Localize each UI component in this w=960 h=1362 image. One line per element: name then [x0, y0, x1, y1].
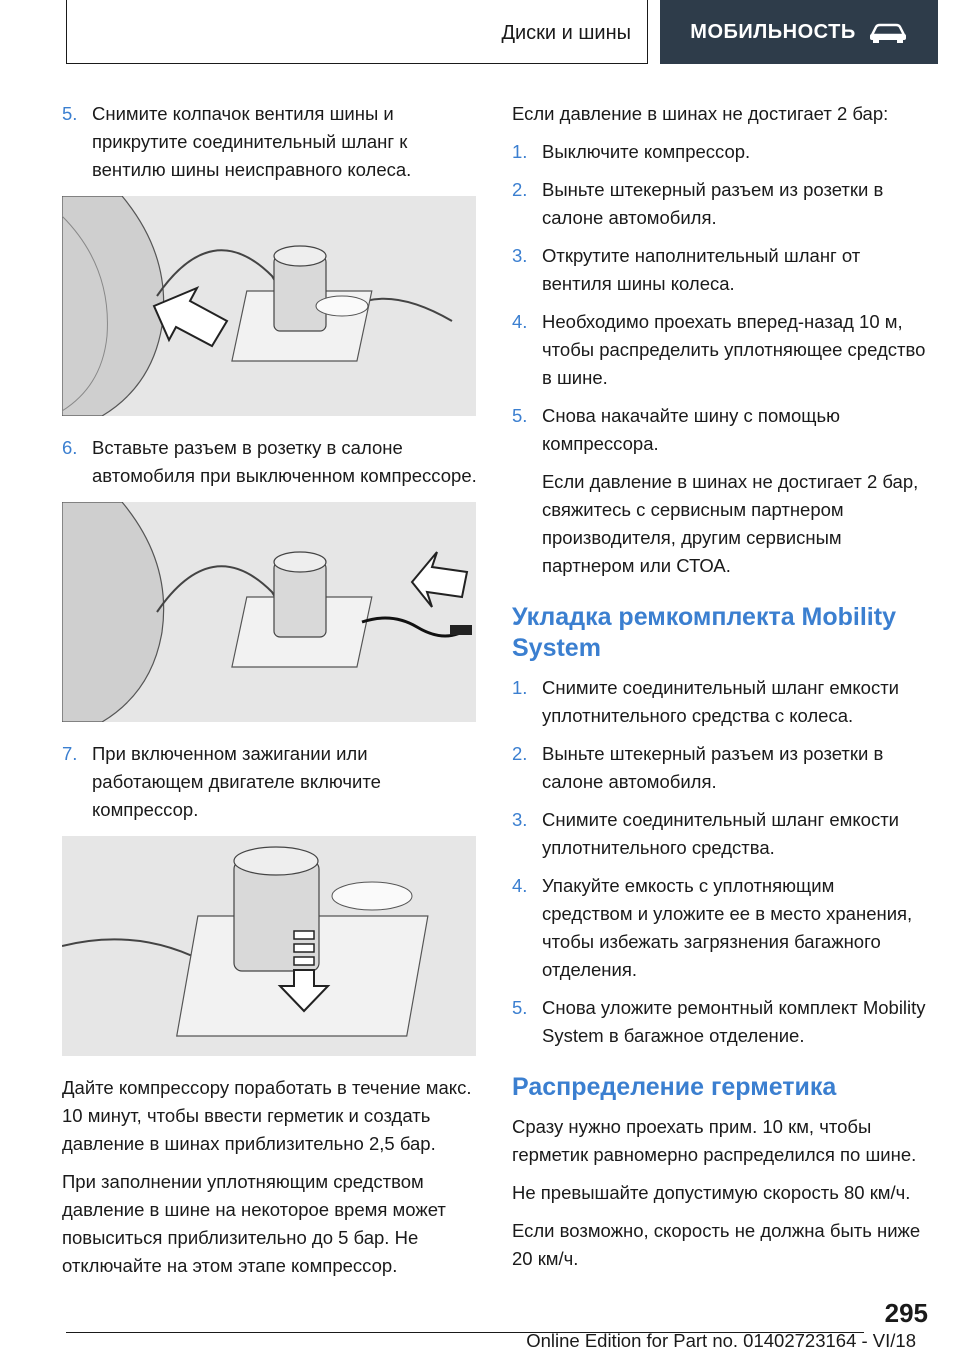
step-a-5	[512, 402, 928, 458]
step-number: 1.	[512, 141, 528, 162]
heading-distribution: Распределение герметика	[512, 1073, 837, 1101]
paragraph-speed-min: Если возможно, скорость не должна быть ниже 20 км/ч.	[512, 1220, 921, 1269]
header-section-title: Диски и шины	[501, 22, 631, 44]
right-column	[512, 100, 928, 1283]
step-text: Снова уложите ремонтный комплект Mobility System в багажное отделение.	[542, 997, 926, 1046]
step-text: Вставьте разъем в розетку в салоне автомобиля при выключенном компрессоре.	[92, 437, 477, 486]
step-a-2	[512, 176, 928, 232]
step-number: 6.	[62, 437, 78, 458]
step-a-4	[512, 308, 928, 392]
page-number: 295	[884, 1298, 928, 1328]
step-a-1	[512, 138, 928, 166]
figure-hose-to-valve	[62, 196, 476, 416]
step-number: 5.	[62, 103, 78, 124]
step-text: Открутите наполнительный шланг от вентиля шины колеса.	[542, 245, 861, 294]
step-text: Снимите колпачок вентиля шины и прикрутите соединительный шланг к вентилю шины неисправного колеса.	[92, 103, 412, 180]
step-number: 4.	[512, 875, 528, 896]
step-text: При включенном зажигании или работающем двигателе включите компрессор.	[92, 743, 381, 820]
step-b-2	[512, 740, 928, 796]
step-text: Выньте штекерный разъем из розетки в салоне автомобиля.	[542, 179, 884, 228]
paragraph-intro: Если давление в шинах не достигает 2 бар:	[512, 103, 889, 124]
paragraph-speed-max: Не превышайте допустимую скорость 80 км/ч.	[512, 1182, 911, 1203]
step-b-5	[512, 994, 928, 1050]
step-text: Необходимо проехать вперед-назад 10 м, чтобы распределить уплотняющее средство в шине.	[542, 311, 926, 388]
figure-compressor-switch	[62, 836, 476, 1056]
step-text: Снова накачайте шину с помощью компрессора.	[542, 405, 840, 454]
step-text: Упакуйте емкость с уплотняющим средством и уложите ее в место хранения, чтобы избежать загрязнения багажного отделения.	[542, 875, 913, 980]
step-number: 4.	[512, 311, 528, 332]
step-number: 5.	[512, 997, 528, 1018]
edition-note: Online Edition for Part no. 01402723164 - VI/18	[526, 1330, 916, 1351]
header-chapter-title: МОБИЛЬНОСТЬ	[690, 20, 856, 43]
step-text: Выньте штекерный разъем из розетки в салоне автомобиля.	[542, 743, 884, 792]
step-text: Снимите соединительный шланг емкости уплотнительного средства.	[542, 809, 900, 858]
header-chapter-tab	[660, 0, 938, 64]
step-number: 2.	[512, 743, 528, 764]
illustration-switch	[62, 836, 476, 1056]
paragraph-duration: Дайте компрессору поработать в течение макс. 10 минут, чтобы ввести герметик и создать давление в шинах приблизительно 2,5 бар.	[62, 1077, 472, 1154]
step-5	[62, 100, 478, 184]
header-section-box	[66, 0, 648, 64]
step-b-4	[512, 872, 928, 984]
illustration-hose-valve	[62, 196, 476, 416]
step-b-3	[512, 806, 928, 862]
step-number: 5.	[512, 405, 528, 426]
step-number: 3.	[512, 245, 528, 266]
step-6	[62, 434, 478, 490]
step-text: Снимите соединительный шланг емкости уплотнительного средства с колеса.	[542, 677, 900, 726]
step-text: Выключите компрессор.	[542, 141, 751, 162]
step-number: 1.	[512, 677, 528, 698]
step-number: 3.	[512, 809, 528, 830]
step-number: 7.	[62, 743, 78, 764]
left-column	[62, 100, 478, 1290]
step-a-3	[512, 242, 928, 298]
step-number: 2.	[512, 179, 528, 200]
paragraph-pressure: При заполнении уплотняющим средством давление в шине на некоторое время может повыситься приблизительно до 5 бар. Не отключайте на этом этапе компрессор.	[62, 1171, 446, 1276]
heading-stowing: Укладка ремкомплекта Mobility System	[512, 603, 896, 662]
illustration-plug	[62, 502, 476, 722]
car-icon	[868, 21, 908, 43]
figure-plug-socket	[62, 502, 476, 722]
step-b-1	[512, 674, 928, 730]
paragraph-drive: Сразу нужно проехать прим. 10 км, чтобы герметик равномерно распределился по шине.	[512, 1116, 917, 1165]
step-7	[62, 740, 478, 824]
paragraph-note: Если давление в шинах не достигает 2 бар, свяжитесь с сервисным партнером производителя, другим сервисным партнером или СТОА.	[542, 471, 919, 576]
